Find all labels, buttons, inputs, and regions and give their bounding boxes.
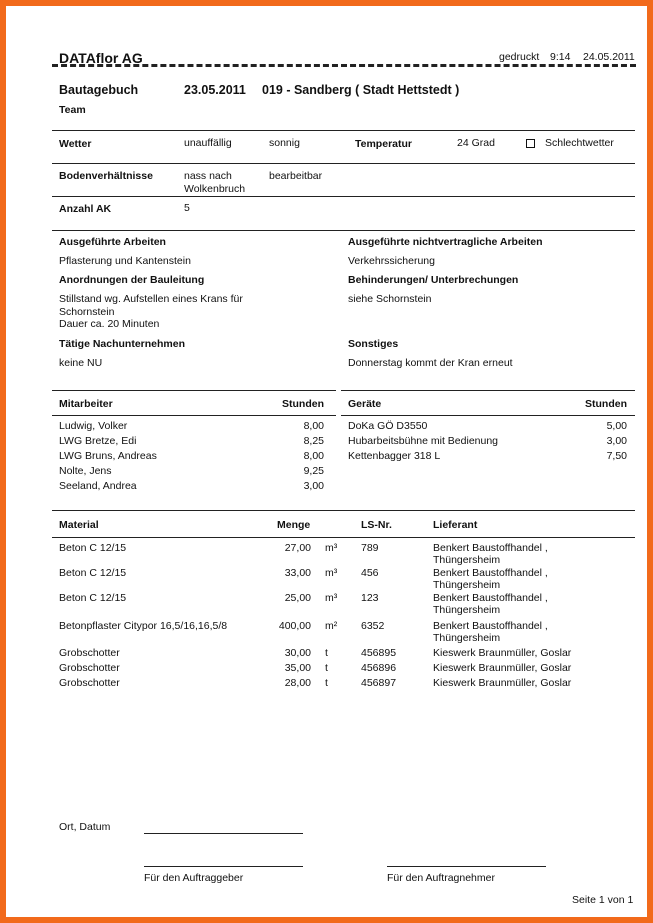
divider: [341, 390, 635, 391]
material-name: Grobschotter: [59, 677, 120, 689]
report-date: 23.05.2011: [184, 83, 246, 97]
printed-label: gedruckt: [499, 51, 540, 63]
material-name: Grobschotter: [59, 662, 120, 674]
obstructions-text: siehe Schornstein: [348, 293, 432, 305]
team-label: Team: [59, 104, 86, 116]
material-qty: 28,00: [284, 677, 311, 689]
material-qty: 400,00: [278, 620, 311, 632]
header-divider: [52, 64, 636, 67]
staff-header-hours: Stunden: [282, 398, 324, 410]
material-supplier: Benkert Baustoffhandel , Thüngersheim: [433, 567, 548, 591]
staff-name: LWG Bretze, Edi: [59, 435, 137, 447]
material-supplier: Benkert Baustoffhandel , Thüngersheim: [433, 592, 548, 616]
workers-count-label: Anzahl AK: [59, 203, 112, 215]
material-name: Beton C 12/15: [59, 592, 127, 604]
workers-count-value: 5: [184, 202, 190, 214]
material-ls-number: 456: [361, 567, 379, 579]
equipment-hours: 3,00: [606, 435, 627, 447]
printed-time: 9:14: [550, 51, 571, 63]
material-name: Beton C 12/15: [59, 542, 127, 554]
material-header-supplier: Lieferant: [433, 519, 478, 531]
divider: [52, 230, 635, 231]
material-header-ls: LS-Nr.: [361, 519, 392, 531]
equipment-name: Hubarbeitsbühne mit Bedienung: [348, 435, 499, 447]
divider: [52, 537, 635, 538]
non-contract-text: Verkehrssicherung: [348, 255, 435, 267]
material-qty: 35,00: [284, 662, 311, 674]
contractor-signature-label: Für den Auftragnehmer: [387, 872, 495, 884]
staff-header-name: Mitarbeiter: [59, 398, 113, 410]
orders-label: Anordnungen der Bauleitung: [59, 274, 205, 286]
material-supplier: Benkert Baustoffhandel , Thüngersheim: [433, 620, 548, 644]
divider: [52, 196, 635, 197]
staff-hours: 8,25: [303, 435, 324, 447]
material-ls-number: 123: [361, 592, 379, 604]
equipment-header-name: Geräte: [348, 398, 382, 410]
staff-name: Seeland, Andrea: [59, 480, 137, 492]
divider: [341, 415, 635, 416]
place-date-label: Ort, Datum: [59, 821, 111, 833]
material-qty: 30,00: [284, 647, 311, 659]
divider: [52, 130, 635, 131]
soil-label: Bodenverhältnisse: [59, 170, 153, 182]
soil-value-1: nass nach Wolkenbruch: [184, 170, 246, 195]
orders-text: Stillstand wg. Aufstellen eines Krans für Schornstein Dauer ca. 20 Minuten: [59, 293, 243, 330]
material-ls-number: 456895: [361, 647, 397, 659]
material-unit: t: [325, 662, 328, 674]
staff-hours: 8,00: [303, 420, 324, 432]
material-qty: 33,00: [284, 567, 311, 579]
project-name: 019 - Sandberg ( Stadt Hettstedt ): [262, 83, 460, 97]
material-supplier: Kieswerk Braunmüller, Goslar: [433, 662, 572, 674]
work-done-label: Ausgeführte Arbeiten: [59, 236, 166, 248]
staff-name: LWG Bruns, Andreas: [59, 450, 157, 462]
material-name: Beton C 12/15: [59, 567, 127, 579]
material-qty: 27,00: [284, 542, 311, 554]
material-qty: 25,00: [284, 592, 311, 604]
equipment-name: DoKa GÖ D3550: [348, 420, 428, 432]
equipment-name: Kettenbagger 318 L: [348, 450, 441, 462]
contractor-signature-line[interactable]: [387, 866, 546, 867]
bad-weather-checkbox[interactable]: [526, 139, 535, 148]
obstructions-label: Behinderungen/ Unterbrechungen: [348, 274, 519, 286]
work-done-text: Pflasterung und Kantenstein: [59, 255, 191, 267]
material-ls-number: 6352: [361, 620, 385, 632]
material-ls-number: 789: [361, 542, 379, 554]
bad-weather-label: Schlechtwetter: [545, 137, 614, 149]
misc-text: Donnerstag kommt der Kran erneut: [348, 357, 513, 369]
material-unit: t: [325, 677, 328, 689]
page-number: Seite 1 von 1: [572, 894, 634, 906]
client-signature-label: Für den Auftraggeber: [144, 872, 244, 884]
staff-hours: 3,00: [303, 480, 324, 492]
staff-name: Ludwig, Volker: [59, 420, 128, 432]
weather-value-2: sonnig: [269, 137, 300, 149]
material-header-qty: Menge: [277, 519, 311, 531]
material-supplier: Kieswerk Braunmüller, Goslar: [433, 647, 572, 659]
staff-hours: 8,00: [303, 450, 324, 462]
company-name: DATAflor AG: [59, 50, 143, 66]
non-contract-label: Ausgeführte nichtvertragliche Arbeiten: [348, 236, 543, 248]
subcontractors-text: keine NU: [59, 357, 103, 369]
page-title: Bautagebuch: [59, 83, 139, 97]
equipment-header-hours: Stunden: [585, 398, 627, 410]
material-supplier: Kieswerk Braunmüller, Goslar: [433, 677, 572, 689]
soil-value-2: bearbeitbar: [269, 170, 323, 182]
material-supplier: Benkert Baustoffhandel , Thüngersheim: [433, 542, 548, 566]
misc-label: Sonstiges: [348, 338, 399, 350]
staff-name: Nolte, Jens: [59, 465, 112, 477]
staff-hours: 9,25: [303, 465, 324, 477]
printed-date: 24.05.2011: [583, 51, 635, 63]
material-header-name: Material: [59, 519, 99, 531]
material-name: Betonpflaster Citypor 16,5/16,16,5/8: [59, 620, 228, 632]
weather-value-1: unauffällig: [184, 137, 232, 149]
material-unit: m³: [325, 542, 338, 554]
equipment-hours: 7,50: [606, 450, 627, 462]
subcontractors-label: Tätige Nachunternehmen: [59, 338, 186, 350]
client-signature-line[interactable]: [144, 866, 303, 867]
divider: [52, 415, 336, 416]
divider: [52, 163, 635, 164]
temperature-value: 24 Grad: [457, 137, 495, 149]
material-unit: m²: [325, 620, 338, 632]
material-unit: t: [325, 647, 328, 659]
temperature-label: Temperatur: [355, 138, 412, 150]
material-ls-number: 456897: [361, 677, 397, 689]
divider: [52, 390, 336, 391]
material-unit: m³: [325, 567, 338, 579]
material-ls-number: 456896: [361, 662, 397, 674]
divider: [52, 510, 635, 511]
material-name: Grobschotter: [59, 647, 120, 659]
place-date-line[interactable]: [144, 833, 303, 834]
weather-label: Wetter: [59, 138, 92, 150]
material-unit: m³: [325, 592, 338, 604]
equipment-hours: 5,00: [606, 420, 627, 432]
